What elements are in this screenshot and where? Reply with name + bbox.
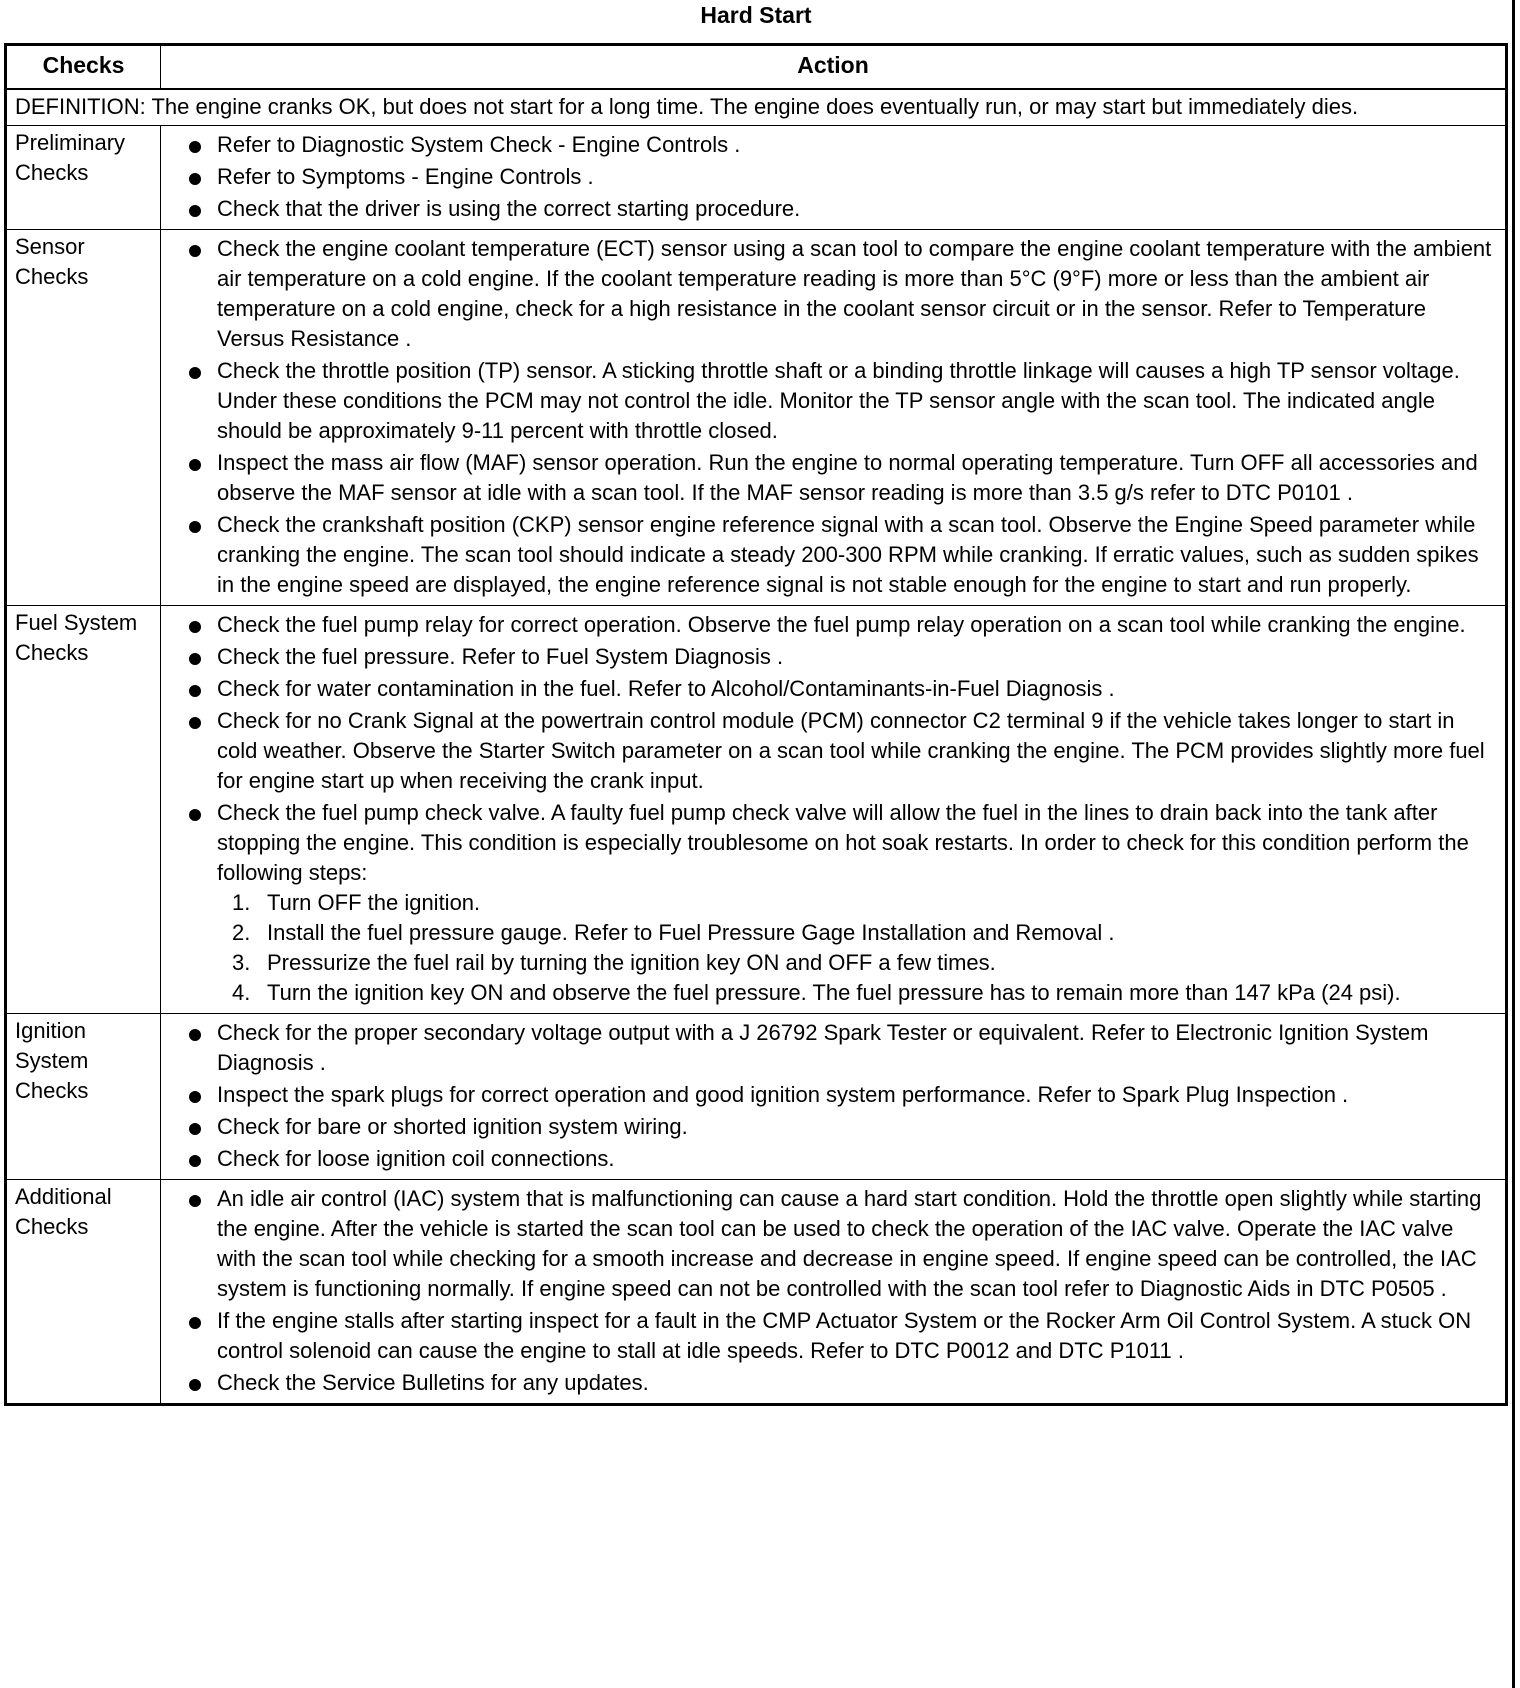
list-item: Check for no Crank Signal at the powertrain control module (PCM) connector C2 terminal 9 if the vehicle takes longer to start in cold weather. Observe the Starter Switch parameter on a scan tool while cranking the engine. The PCM provides slightly more fuel for engine start up when receiving the crank input.: [169, 706, 1497, 796]
list-item: Check that the driver is using the correct starting procedure.: [169, 194, 1497, 224]
step-number: 4.: [232, 980, 251, 1005]
definition-row: [6, 89, 1507, 126]
list-item-text: Check the fuel pump check valve. A faulty fuel pump check valve will allow the fuel in the lines to drain back into the tank after stopping the engine. This condition is especially troublesome on hot soak restarts. In order to check for this condition perform the following steps:: [217, 800, 1469, 885]
table-row-ignition-system-checks: [6, 1014, 1507, 1180]
table-header-row: [6, 45, 1507, 90]
step-item: [217, 948, 1497, 978]
check-label: Sensor Checks: [6, 230, 161, 606]
action-cell: [161, 230, 1507, 606]
list-item: Check the engine coolant temperature (ECT) sensor using a scan tool to compare the engine coolant temperature with the ambient air temperature on a cold engine. If the coolant temperature reading is more than 5°C (9°F) more or less than the ambient air temperature on a cold engine, check for a high resistance in the coolant sensor circuit or in the sensor. Refer to Temperature Versus Resistance .: [169, 234, 1497, 354]
table-row-preliminary-checks: [6, 126, 1507, 230]
action-list: [169, 1018, 1497, 1174]
definition-text: DEFINITION: The engine cranks OK, but does not start for a long time. The engine does eventually run, or may start but immediately dies.: [6, 89, 1507, 126]
check-label: Preliminary Checks: [6, 126, 161, 230]
step-number: 1.: [232, 890, 251, 915]
action-list: [169, 130, 1497, 224]
step-text: Pressurize the fuel rail by turning the ignition key ON and OFF a few times.: [267, 950, 996, 975]
list-item: Check for bare or shorted ignition system wiring.: [169, 1112, 1497, 1142]
list-item: Check the Service Bulletins for any updates.: [169, 1368, 1497, 1398]
table-row-additional-checks: [6, 1180, 1507, 1405]
list-item: An idle air control (IAC) system that is malfunctioning can cause a hard start condition. Hold the throttle open slightly while starting the engine. After the vehicle is started the scan tool can be used to check the operation of the IAC valve. Operate the IAC valve with the scan tool while checking for a smooth increase and decrease in engine speed. If engine speed can be controlled, the IAC system is functioning normally. If engine speed can not be controlled with the scan tool refer to Diagnostic Aids in DTC P0505 .: [169, 1184, 1497, 1304]
action-list: [169, 1184, 1497, 1398]
step-number: 2.: [232, 920, 251, 945]
list-item: Check the crankshaft position (CKP) sensor engine reference signal with a scan tool. Observe the Engine Speed parameter while cranking the engine. The scan tool should indicate a steady 200-300 RPM while cranking. If erratic values, such as sudden spikes in the engine speed are displayed, the engine reference signal is not stable enough for the engine to start and run properly.: [169, 510, 1497, 600]
step-text: Turn OFF the ignition.: [267, 890, 481, 915]
action-list: [169, 234, 1497, 600]
step-item: [217, 918, 1497, 948]
step-number: 3.: [232, 950, 251, 975]
step-text: Install the fuel pressure gauge. Refer to Fuel Pressure Gage Installation and Removal .: [267, 920, 1115, 945]
step-item: [217, 888, 1497, 918]
page-right-rule: [1512, 0, 1515, 1688]
table-row-fuel-system-checks: [6, 606, 1507, 1014]
action-cell: [161, 1180, 1507, 1405]
list-item: Refer to Diagnostic System Check - Engine Controls .: [169, 130, 1497, 160]
check-label: Additional Checks: [6, 1180, 161, 1405]
action-cell: [161, 126, 1507, 230]
steps-list: [217, 888, 1497, 1008]
action-cell: [161, 1014, 1507, 1180]
list-item: Check for loose ignition coil connections.: [169, 1144, 1497, 1174]
list-item: Inspect the spark plugs for correct operation and good ignition system performance. Refer to Spark Plug Inspection .: [169, 1080, 1497, 1110]
check-label: Fuel System Checks: [6, 606, 161, 1014]
list-item-with-steps: [169, 798, 1497, 1008]
header-checks: Checks: [6, 45, 161, 90]
page-title: Hard Start: [700, 2, 812, 28]
step-item: [217, 978, 1497, 1008]
header-action: Action: [161, 45, 1507, 90]
action-cell: [161, 606, 1507, 1014]
list-item: Check the throttle position (TP) sensor. A sticking throttle shaft or a binding throttle linkage will causes a high TP sensor voltage. Under these conditions the PCM may not control the idle. Monitor the TP sensor angle with the scan tool. The indicated angle should be approximately 9-11 percent with throttle closed.: [169, 356, 1497, 446]
list-item: Inspect the mass air flow (MAF) sensor operation. Run the engine to normal operating temperature. Turn OFF all accessories and observe the MAF sensor at idle with a scan tool. If the MAF sensor reading is more than 3.5 g/s refer to DTC P0101 .: [169, 448, 1497, 508]
list-item: Check for water contamination in the fuel. Refer to Alcohol/Contaminants-in-Fuel Diagnosis .: [169, 674, 1497, 704]
list-item: Check the fuel pressure. Refer to Fuel System Diagnosis .: [169, 642, 1497, 672]
step-text: Turn the ignition key ON and observe the fuel pressure. The fuel pressure has to remain more than 147 kPa (24 psi).: [267, 980, 1401, 1005]
list-item: If the engine stalls after starting inspect for a fault in the CMP Actuator System or the Rocker Arm Oil Control System. A stuck ON control solenoid can cause the engine to stall at idle speeds. Refer to DTC P0012 and DTC P1011 .: [169, 1306, 1497, 1366]
list-item: Check the fuel pump relay for correct operation. Observe the fuel pump relay operation on a scan tool while cranking the engine.: [169, 610, 1497, 640]
list-item: Check for the proper secondary voltage output with a J 26792 Spark Tester or equivalent. Refer to Electronic Ignition System Diagnosis .: [169, 1018, 1497, 1078]
diagnostic-table: [4, 43, 1508, 1406]
check-label: Ignition System Checks: [6, 1014, 161, 1180]
table-row-sensor-checks: [6, 230, 1507, 606]
list-item: Refer to Symptoms - Engine Controls .: [169, 162, 1497, 192]
action-list: [169, 610, 1497, 1008]
